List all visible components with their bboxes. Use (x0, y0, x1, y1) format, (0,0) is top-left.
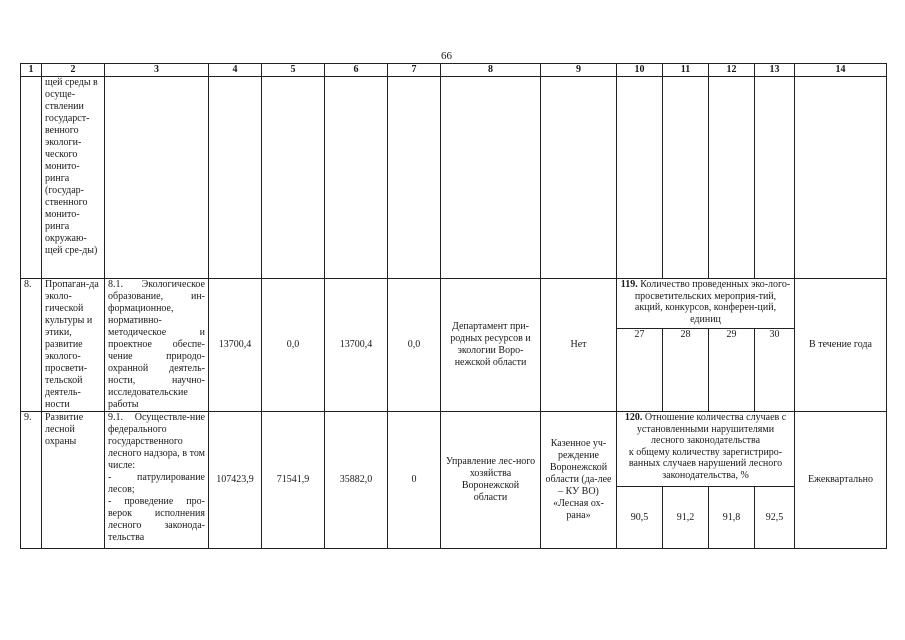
participant: Нет (541, 279, 617, 412)
header-cell: 10 (617, 64, 663, 77)
indicator-number: 120. (624, 412, 643, 423)
measure-name: Пропаган-да эколо-гической культуры и этики, развитие эколого-просвети-тельской деятель-ности (42, 279, 105, 412)
program-table (20, 63, 887, 549)
continued-row (21, 77, 887, 279)
header-cell: 12 (709, 64, 755, 77)
header-row (21, 64, 887, 77)
value-col7: 0 (388, 412, 441, 549)
value-col4: 13700,4 (209, 279, 262, 412)
row-number: 9. (21, 412, 42, 549)
row-number: 8. (21, 279, 42, 412)
indicator-value: 91,2 (663, 487, 709, 549)
header-cell: 6 (325, 64, 388, 77)
header-cell: 3 (105, 64, 209, 77)
indicator-text: Отношение количества случаев с установленными нарушителями лесного законодательства к общему количеству зарегистриро-ванных случаев нарушений лесного законодательства, % (628, 412, 787, 481)
indicator-value: 92,5 (755, 487, 795, 549)
participant: Казенное уч-реждение Воронежской области (да-лее – КУ ВО) «Лесная ох-рана» (541, 412, 617, 549)
period: Ежеквартально (795, 412, 887, 549)
header-cell: 11 (663, 64, 709, 77)
header-cell: 5 (262, 64, 325, 77)
header-cell: 13 (755, 64, 795, 77)
value-col6: 35882,0 (325, 412, 388, 549)
indicator-cell (617, 412, 795, 487)
activity-text: 9.1. Осуществле-ние федерального государственного лесного надзора, в том числе: - патрулирование лесов; - проведение про-верок исполнения лесного законода-тельства (105, 412, 209, 549)
executor: Управление лес-ного хозяйства Воронежской области (441, 412, 541, 549)
continued-name-cell: щей среды в осуще-ствлении государст-венного экологи-ческого монито-ринга (государ-ственного монито-ринга окружаю-щей сре-ды) (42, 77, 105, 279)
activity-text: 8.1. Экологическое образование, ин-формационное, нормативно-методическое и проектное обеспе-чение природо-охранной деятель-ности, научно-исследовательские работы (105, 279, 209, 412)
page-number: 66 (441, 50, 452, 62)
value-col5: 0,0 (262, 279, 325, 412)
header-cell: 2 (42, 64, 105, 77)
measure-name: Развитие лесной охраны (42, 412, 105, 549)
header-cell: 14 (795, 64, 887, 77)
value-col4: 107423,9 (209, 412, 262, 549)
header-cell: 9 (541, 64, 617, 77)
value-col5: 71541,9 (262, 412, 325, 549)
indicator-text: Количество проведенных эко-лого-просветительских мероприя-тий, акций, конкурсов, конферен-ций, единиц (634, 279, 791, 325)
indicator-value: 91,8 (709, 487, 755, 549)
table-row (21, 412, 887, 487)
header-cell: 1 (21, 64, 42, 77)
header-cell: 4 (209, 64, 262, 77)
indicator-number: 119. (620, 279, 638, 290)
indicator-value: 29 (709, 329, 755, 412)
indicator-value: 27 (617, 329, 663, 412)
header-cell: 7 (388, 64, 441, 77)
table-row (21, 279, 887, 329)
period: В течение года (795, 279, 887, 412)
executor: Департамент при-родных ресурсов и экологии Воро-нежской области (441, 279, 541, 412)
value-col7: 0,0 (388, 279, 441, 412)
indicator-value: 28 (663, 329, 709, 412)
indicator-value: 30 (755, 329, 795, 412)
value-col6: 13700,4 (325, 279, 388, 412)
indicator-value: 90,5 (617, 487, 663, 549)
header-cell: 8 (441, 64, 541, 77)
indicator-cell (617, 279, 795, 329)
